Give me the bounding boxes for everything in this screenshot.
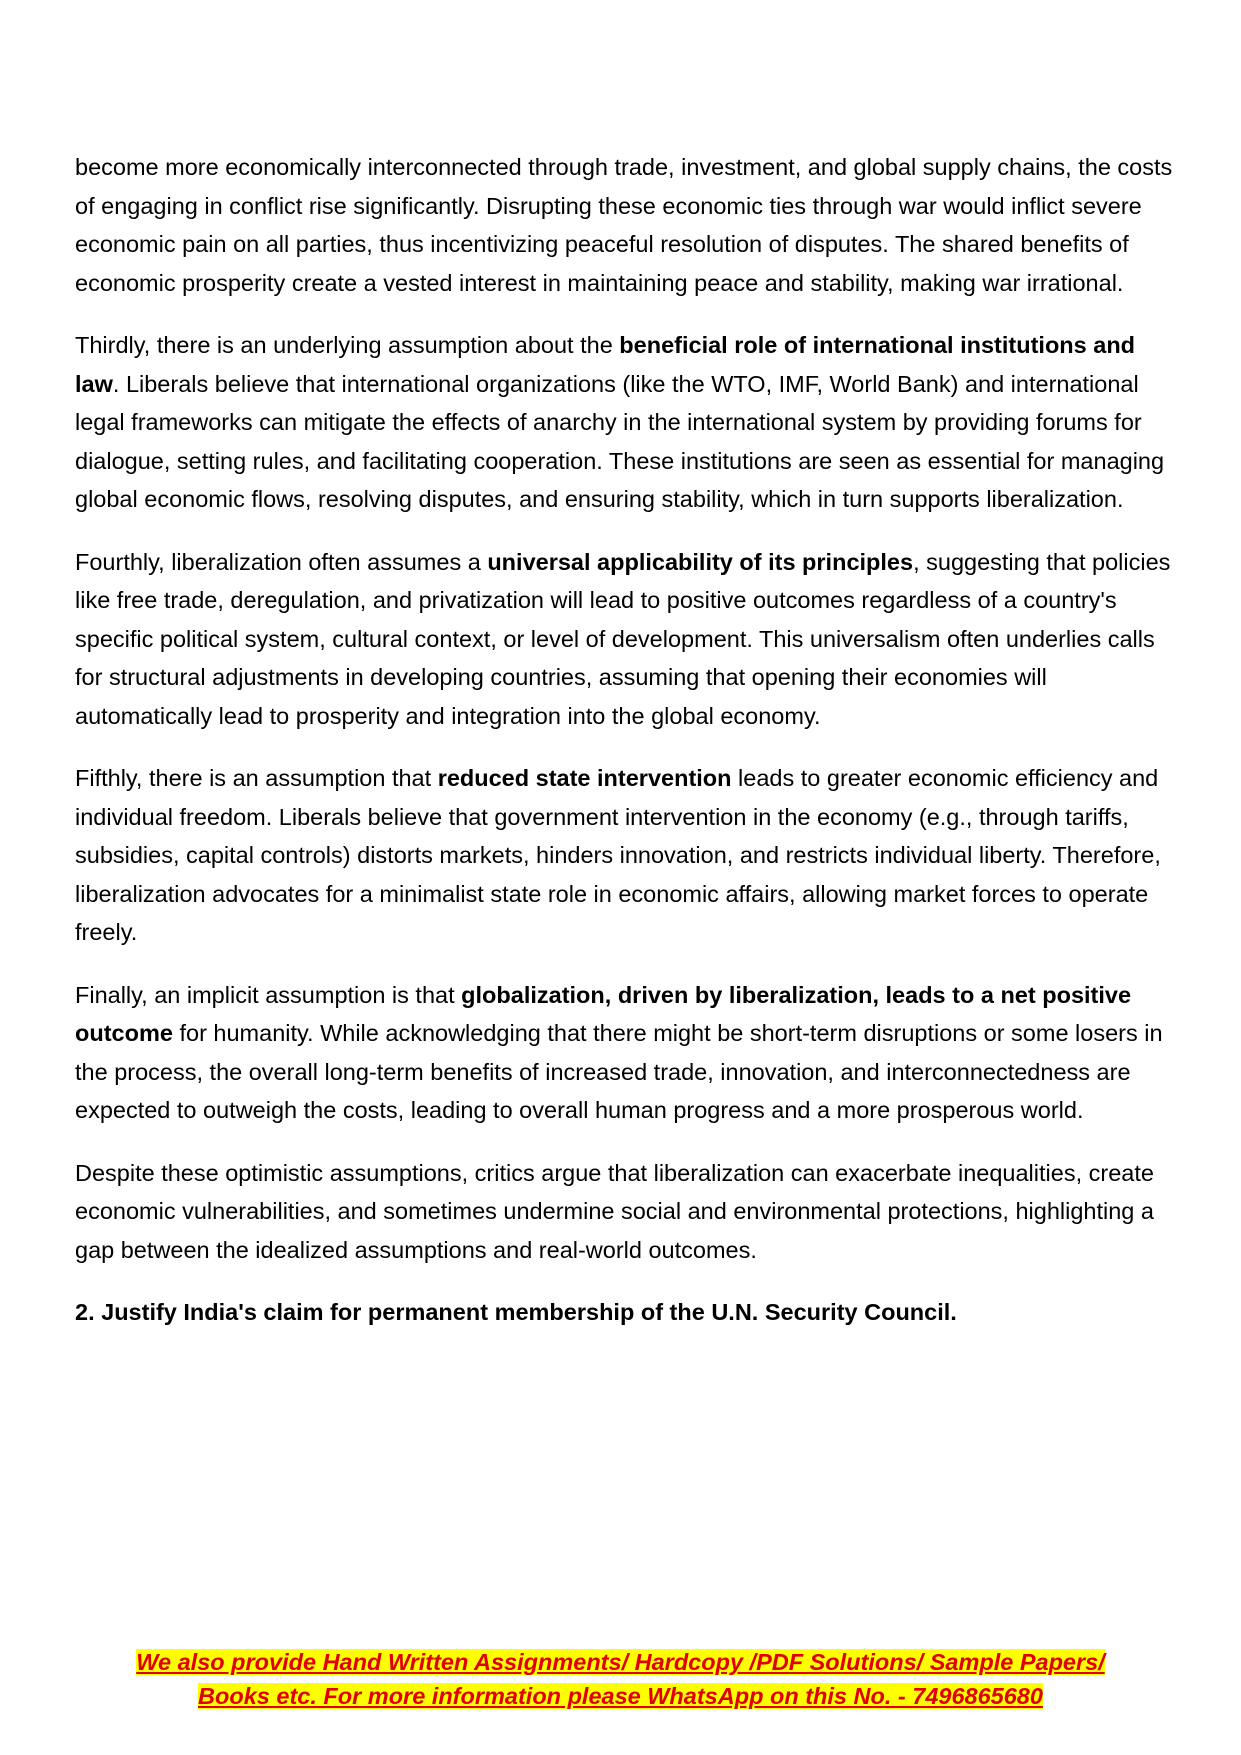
paragraph-critics <box>75 1154 1185 1270</box>
document-body <box>75 148 1185 1332</box>
promo-line-1: We also provide Hand Written Assignments/ Hardcopy /PDF Solutions/ Sample Papers/ <box>136 1649 1105 1675</box>
paragraph-institutions <box>75 326 1185 519</box>
paragraph-text-rest: , suggesting that policies like free trade, deregulation, and privatization will lead to positive outcomes regardless of a country's specific political system, cultural context, or level of development. This universalism often underlies calls for structural adjustments in developing countries, assuming that opening their economies will automatically lead to prosperity and integration into the global economy. <box>75 548 1171 729</box>
paragraph-emphasis: reduced state intervention <box>437 765 732 791</box>
paragraph-text-rest: leads to greater economic efficiency and individual freedom. Liberals believe that government intervention in the economy (e.g., through tariffs, subsidies, capital controls) distorts markets, hinders innovation, and restricts individual liberty. Therefore, liberalization advocates for a minimalist state role in economic affairs, allowing market forces to operate freely. <box>75 765 1161 945</box>
paragraph-text-rest: . Liberals believe that international organizations (like the WTO, IMF, World Bank) and international legal frameworks can mitigate the effects of anarchy in the international system by providing forums for dialogue, setting rules, and facilitating cooperation. These institutions are seen as essential for managing global economic flows, resolving disputes, and ensuring stability, which in turn supports liberalization. <box>75 370 1165 512</box>
paragraph-text-lead: Fifthly, there is an assumption that <box>75 765 438 791</box>
paragraph-text-rest: for humanity. While acknowledging that there might be short-term disruptions or some losers in the process, the overall long-term benefits of increased trade, innovation, and interconnectedness are expected to outweigh the costs, leading to overall human progress and a more prosperous world. <box>75 1020 1163 1123</box>
paragraph-universal-applicability <box>75 543 1185 736</box>
paragraph-economic-interdependence <box>75 148 1185 302</box>
paragraph-emphasis: globalization, driven by liberalization, leads to a net positive outcome <box>75 981 1132 1046</box>
paragraph-state-intervention <box>75 759 1185 952</box>
paragraph-text-lead: Fourthly, liberalization often assumes a <box>75 548 488 575</box>
paragraph-globalization <box>75 976 1185 1130</box>
promo-line-2: Books etc. For more information please WhatsApp on this No. - 7496865680 <box>198 1683 1043 1709</box>
paragraph-text-lead: Finally, an implicit assumption is that <box>75 981 462 1008</box>
paragraph-text: Despite these optimistic assumptions, critics argue that liberalization can exacerbate inequalities, create economic vulnerabilities, and sometimes undermine social and environmental protections, highlighting a gap between the idealized assumptions and real-world outcomes. <box>75 1159 1154 1263</box>
paragraph-emphasis: universal applicability of its principles <box>487 548 914 575</box>
paragraph-emphasis: beneficial role of international institutions and law <box>75 332 1136 397</box>
paragraph-text-lead: Thirdly, there is an underlying assumption about the <box>75 332 620 358</box>
promo-footer <box>0 1645 1241 1713</box>
paragraph-text: become more economically interconnected through trade, investment, and global supply chains, the costs of engaging in conflict rise significantly. Disrupting these economic ties through war would inflict severe economic pain on all parties, thus incentivizing peaceful resolution of disputes. The shared benefits of economic prosperity create a vested interest in maintaining peace and stability, making war irrational. <box>75 154 1173 296</box>
question-heading: 2. Justify India's claim for permanent membership of the U.N. Security Council. <box>75 1299 957 1325</box>
